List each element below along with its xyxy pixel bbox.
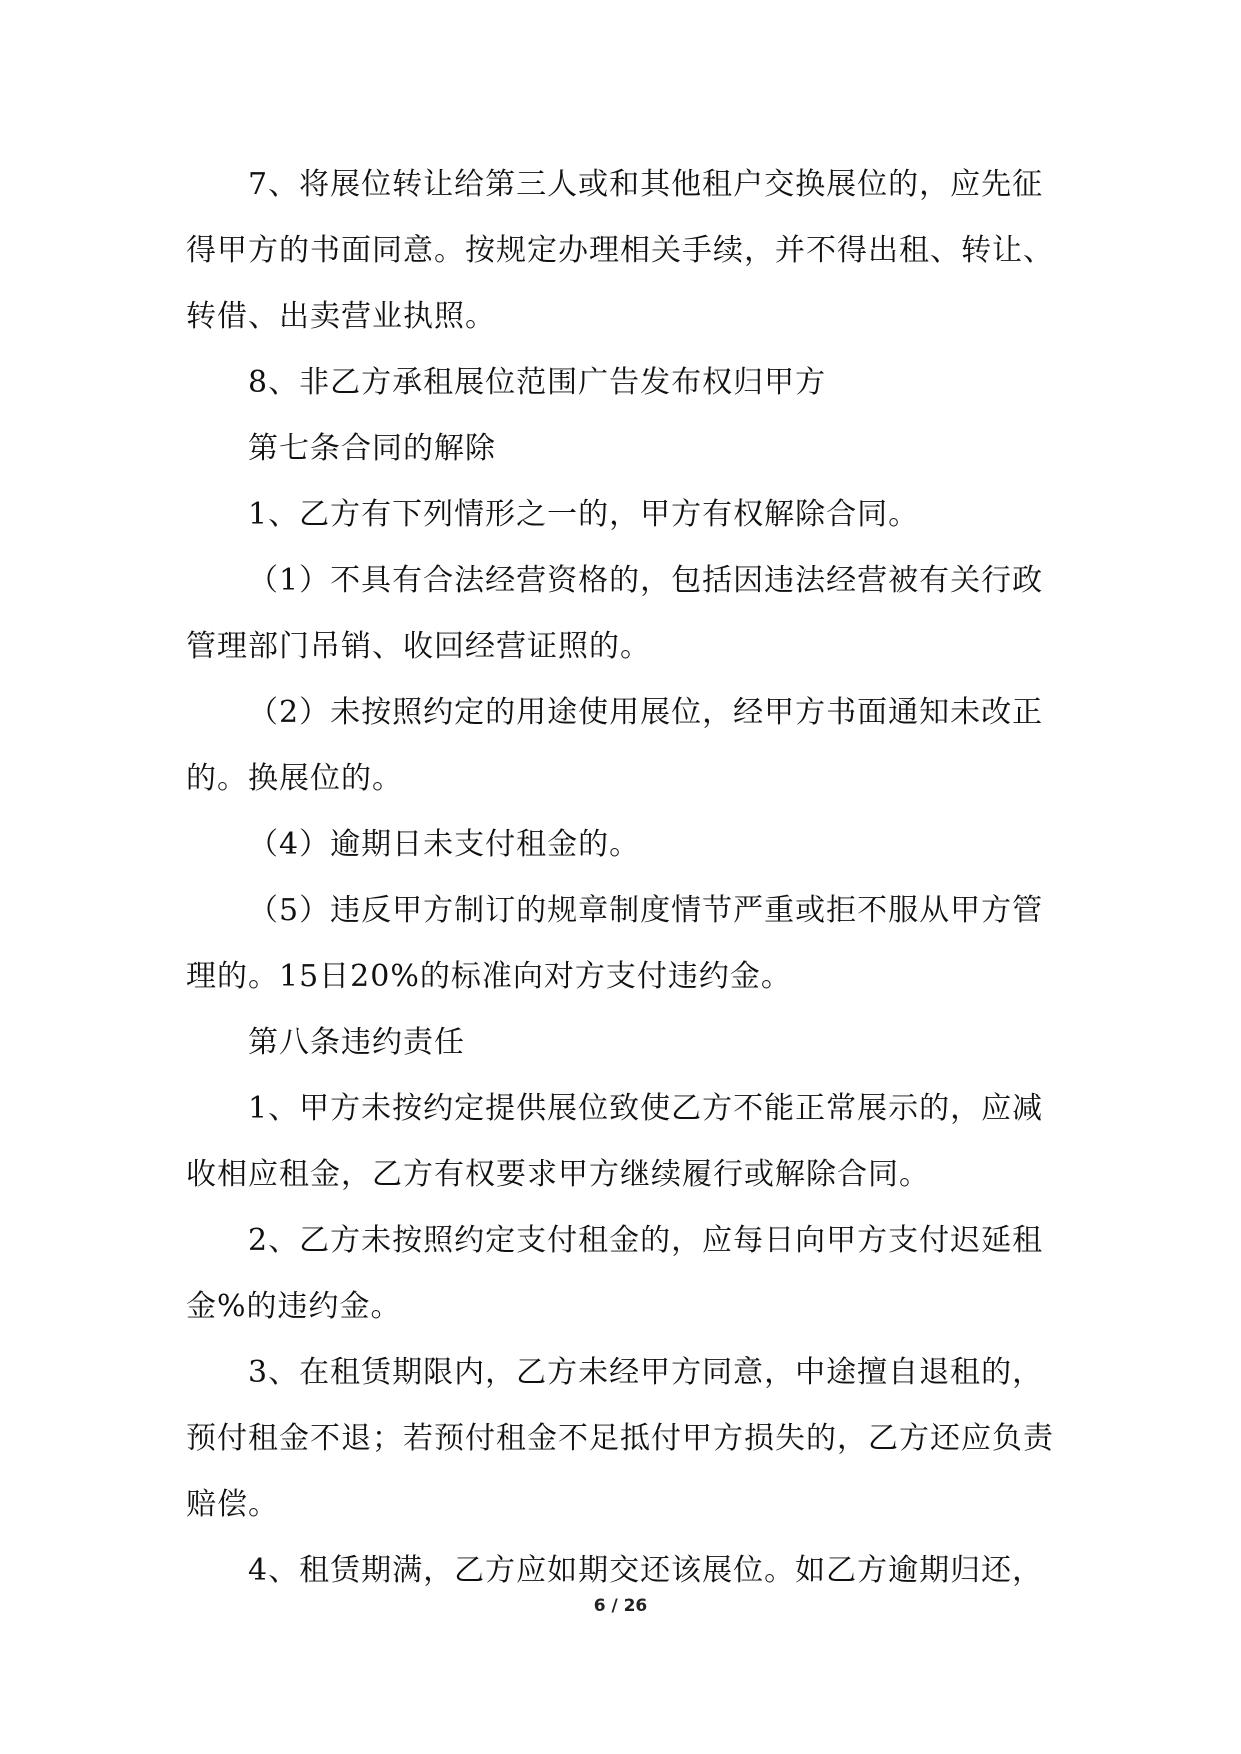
paragraph-termination-item-4: （4）逾期日未支付租金的。: [248, 827, 641, 862]
paragraph-liability-3: 3、在租赁期限内，乙方未经甲方同意，中途擅自退租的，预付租金不退；若预付租金不足抵付甲方损失的，乙方还应负责赔偿。: [186, 1355, 1054, 1522]
section-heading-liability: 第八条违约责任: [248, 1025, 465, 1060]
document-body: [186, 152, 1066, 1604]
paragraph-liability-1: 1、甲方未按约定提供展位致使乙方不能正常展示的，应减收相应租金，乙方有权要求甲方继续履行或解除合同。: [186, 1091, 1044, 1192]
paragraph-liability-2: 2、乙方未按照约定支付租金的，应每日向甲方支付迟延租金%的违约金。: [186, 1223, 1044, 1324]
paragraph-termination-item-5: （5）违反甲方制订的规章制度情节严重或拒不服从甲方管理的。15日20%的标准向对方支付违约金。: [186, 893, 1044, 994]
paragraph-termination-1: 1、乙方有下列情形之一的，甲方有权解除合同。: [248, 497, 920, 532]
paragraph-liability-4: 4、租赁期满，乙方应如期交还该展位。如乙方逾期归还，: [248, 1553, 1044, 1588]
page-number: 6 / 26: [593, 1596, 648, 1616]
section-heading-termination: 第七条合同的解除: [248, 431, 496, 466]
paragraph-clause-7: 7、将展位转让给第三人或和其他租户交换展位的，应先征得甲方的书面同意。按规定办理相关手续，并不得出租、转让、转借、出卖营业执照。: [186, 167, 1054, 334]
paragraph-clause-8: 8、非乙方承租展位范围广告发布权归甲方: [248, 365, 827, 400]
paragraph-termination-item-2: （2）未按照约定的用途使用展位，经甲方书面通知未改正的。换展位的。: [186, 695, 1044, 796]
paragraph-termination-item-1: （1）不具有合法经营资格的，包括因违法经营被有关行政管理部门吊销、收回经营证照的。: [186, 563, 1044, 664]
